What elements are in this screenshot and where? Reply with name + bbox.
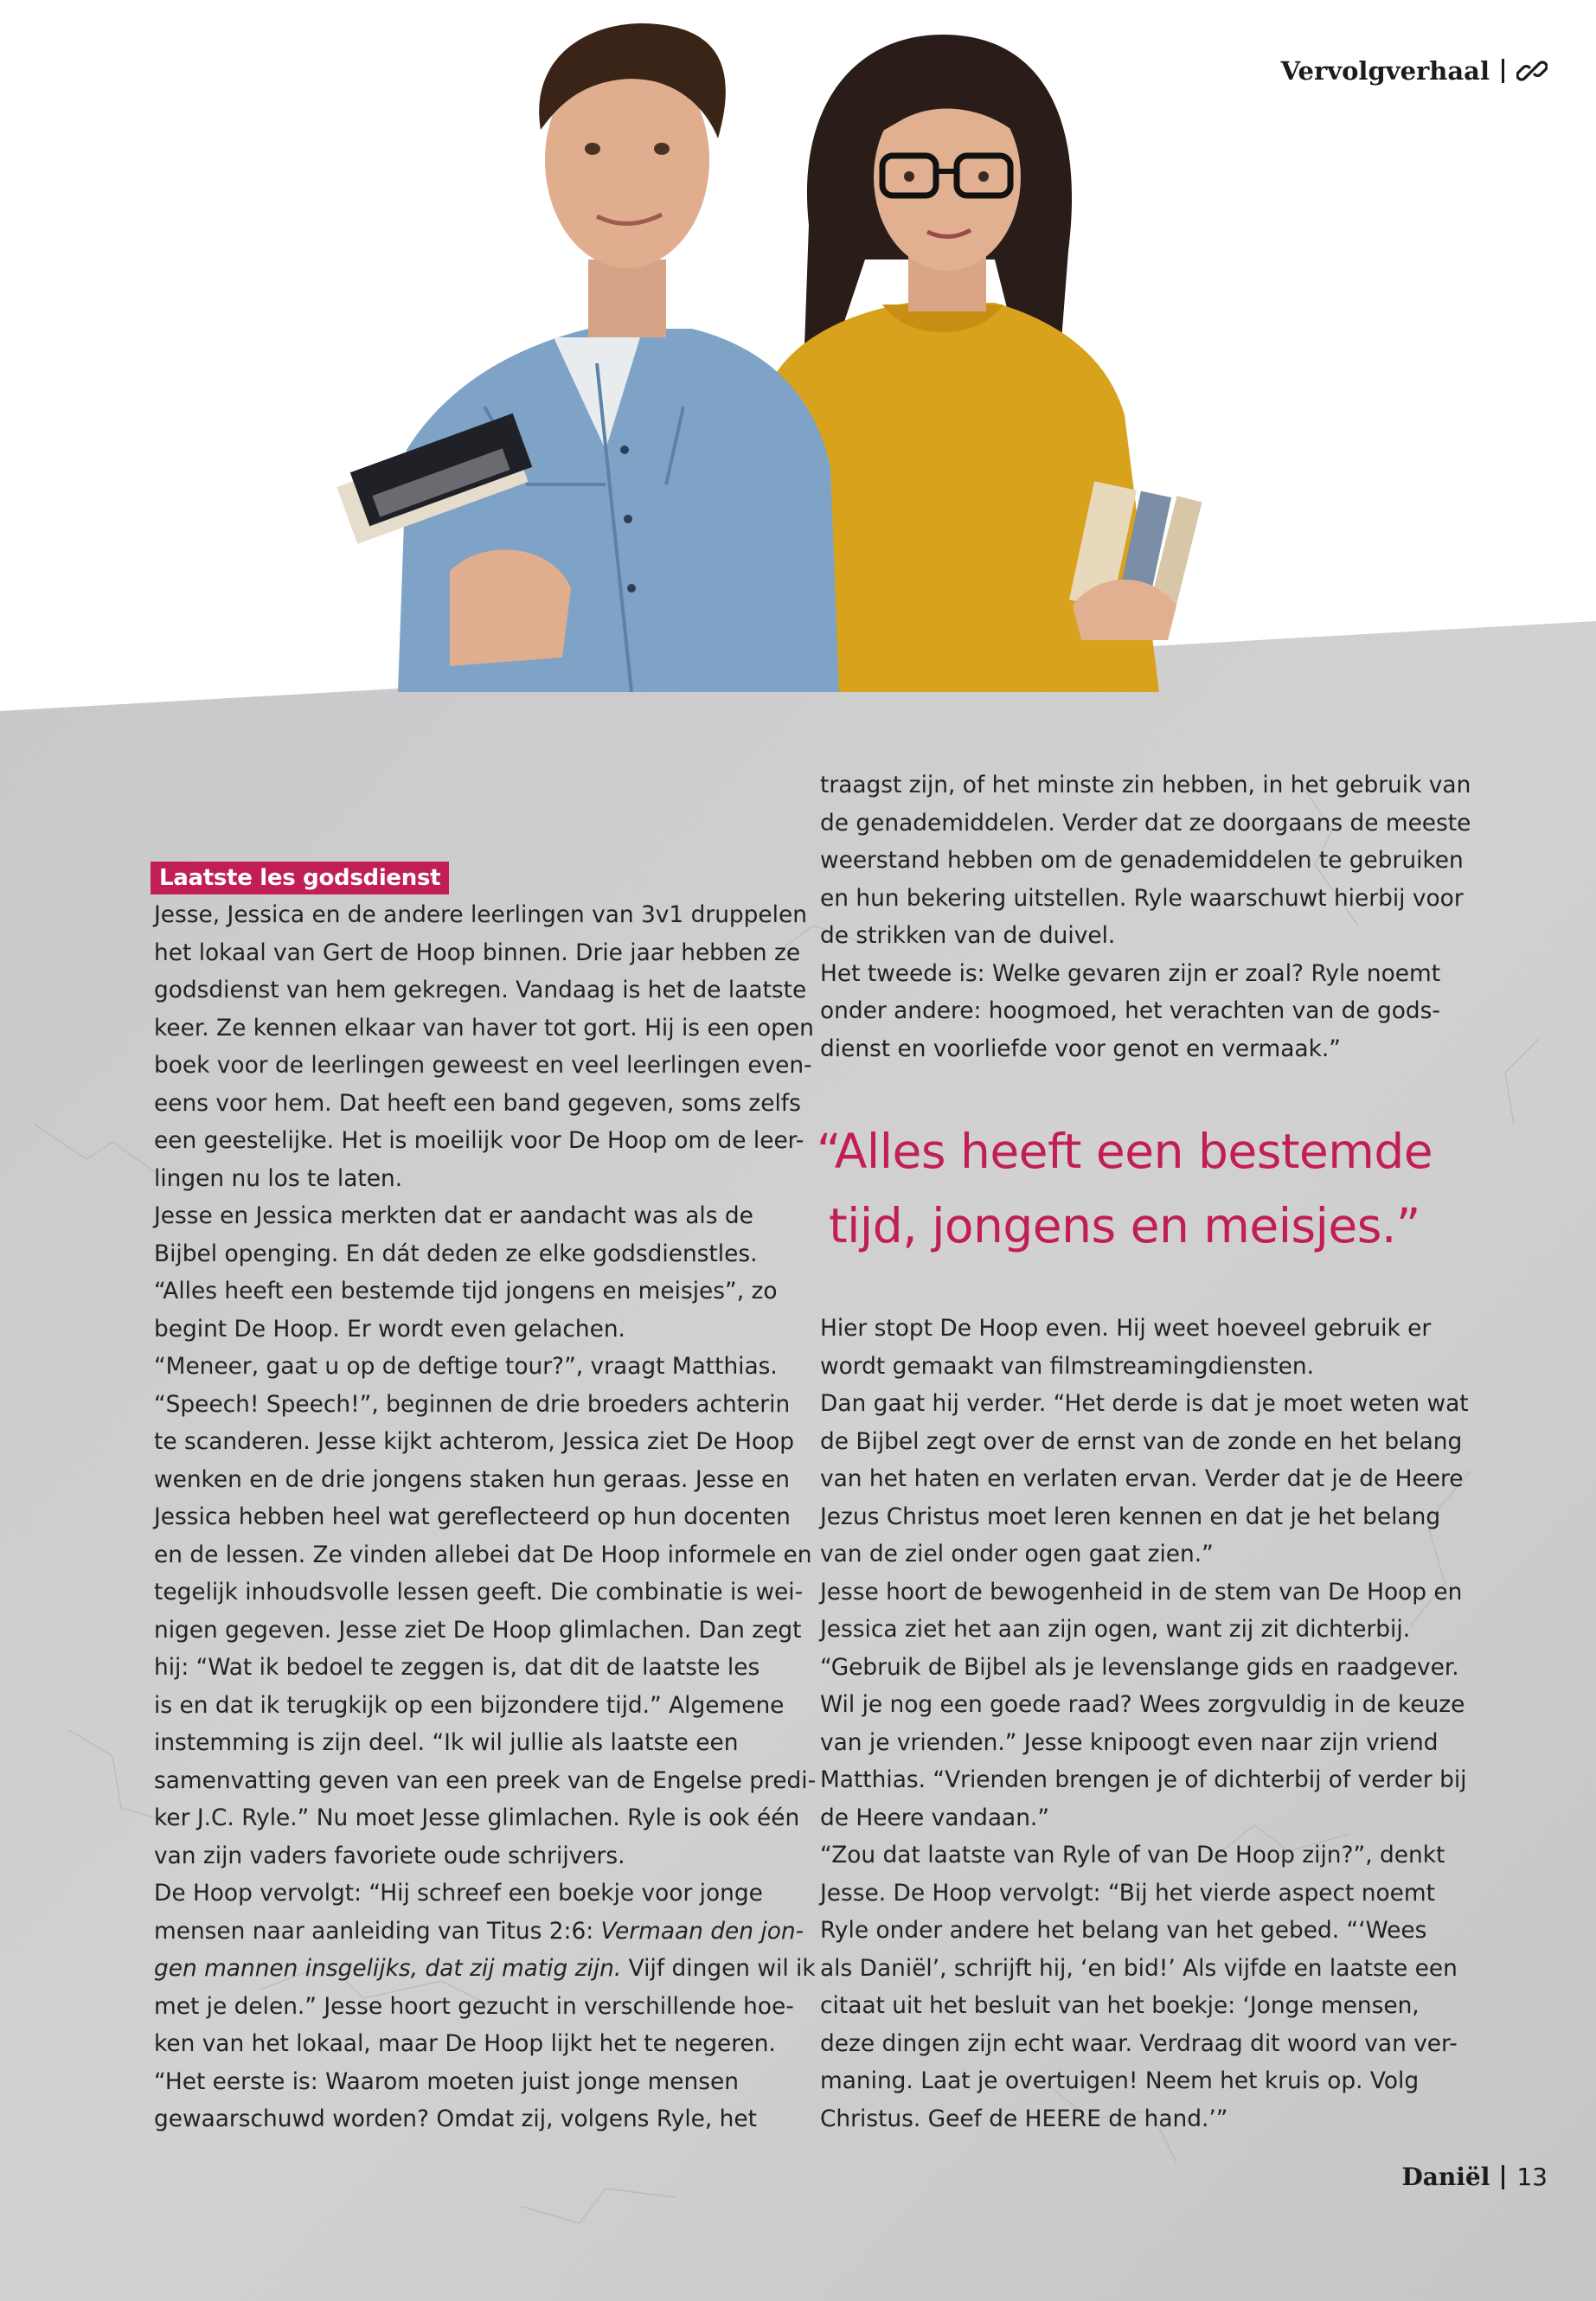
text-line: en hun bekering uitstellen. Ryle waarschuwt hierbij voor [820, 884, 1464, 912]
text-line: nigen gegeven. Jesse ziet De Hoop glimlachen. Dan zegt [154, 1616, 802, 1644]
text-line: maning. Laat je overtuigen! Neem het kruis op. Volg [820, 2067, 1420, 2094]
text-line: een geestelijke. Het is moeilijk voor De Hoop om de leer- [154, 1127, 804, 1154]
text-line: Jesse. De Hoop vervolgt: “Bij het vierde aspect noemt [820, 1879, 1435, 1907]
text-line: is en dat ik terugkijk op een bijzondere tijd.” Algemene [154, 1691, 785, 1719]
folio [1401, 2163, 1548, 2191]
header-divider [1502, 59, 1504, 83]
folio-divider [1502, 2165, 1504, 2189]
text-line: “Het eerste is: Waarom moeten juist jonge mensen [154, 2067, 739, 2095]
text-line: dienst en voorliefde voor genot en vermaak.” [820, 1035, 1341, 1062]
text-line: Dan gaat hij verder. “Het derde is dat je moet weten wat [820, 1390, 1469, 1417]
text-line: tegelijk inhoudsvolle lessen geeft. Die combinatie is wei- [154, 1579, 804, 1606]
text-line: Jessica ziet het aan zijn ogen, want zij zit dichterbij. [820, 1616, 1411, 1643]
text-line: de strikken van de duivel. [820, 922, 1116, 949]
text-line: de Heere vandaan.” [820, 1804, 1049, 1831]
text-line: wordt gemaakt van filmstreamingdiensten. [820, 1352, 1315, 1380]
text-line: eens voor hem. Dat heeft een band gegeven, soms zelfs [154, 1089, 801, 1117]
text-line: Het tweede is: Welke gevaren zijn er zoal? Ryle noemt [820, 959, 1441, 987]
magazine-name: Daniël [1401, 2163, 1490, 2191]
text-line: “Meneer, gaat u op de deftige tour?”, vraagt Matthias. [154, 1353, 778, 1380]
text-line: De Hoop vervolgt: “Hij schreef een boekje voor jonge [154, 1880, 763, 1907]
text-line: Jessica hebben heel wat gereflecteerd op hun docenten [154, 1503, 791, 1530]
kicker-wrap [151, 862, 449, 894]
text-line: “Speech! Speech!”, beginnen de drie broeders achterin [154, 1390, 791, 1418]
right-column-bottom [820, 1310, 1469, 2138]
text-line: “Alles heeft een bestemde tijd jongens en meisjes”, zo [154, 1278, 778, 1304]
left-column [154, 896, 817, 2138]
text-line: instemming is zijn deel. “Ik wil jullie als laatste een [154, 1729, 739, 1756]
titus-prefix: mensen naar aanleiding van Titus 2:6: [154, 1917, 601, 1945]
text-line-titus [154, 1913, 804, 1951]
pull-quote-line: tijd, jongens en meisjes.” [829, 1198, 1420, 1253]
text-line: Matthias. “Vrienden brengen je of dichterbij of verder bij [820, 1766, 1467, 1793]
text-line: “Gebruik de Bijbel als je levenslange gids en raadgever. [820, 1653, 1459, 1681]
text-line: traagst zijn, of het minste zin hebben, in het gebruik van [820, 772, 1471, 798]
text-line: keer. Ze kennen elkaar van haver tot gort. Hij is een open [154, 1014, 814, 1042]
text-line: gewaarschuwd worden? Omdat zij, volgens Ryle, het [154, 2106, 757, 2132]
right-column-top [820, 766, 1471, 1067]
text-line: hij: “Wat ik bedoel te zeggen is, dat dit de laatste les [154, 1654, 760, 1681]
running-head [1281, 55, 1548, 87]
text-line: van de ziel onder ogen gaat zien.” [820, 1541, 1214, 1567]
text-line: Hier stopt De Hoop even. Hij weet hoeveel gebruik er [820, 1315, 1432, 1342]
text-line: Christus. Geef de HEERE de hand.’” [820, 2105, 1228, 2132]
text-line: de Bijbel zegt over de ernst van de zonde en het belang [820, 1427, 1463, 1455]
pull-quote [813, 1114, 1436, 1263]
text-line: Bijbel openging. En dát deden ze elke godsdienstles. [154, 1240, 758, 1267]
link-icon [1516, 55, 1548, 87]
text-line: godsdienst van hem gekregen. Vandaag is het de laatste [154, 977, 807, 1003]
text-line: Jesse, Jessica en de andere leerlingen van 3v1 druppelen [154, 901, 807, 928]
text-line: begint De Hoop. Er wordt even gelachen. [154, 1315, 625, 1343]
pull-quote-line: “Alles heeft een bestemde [816, 1124, 1433, 1179]
text-line: Ryle onder andere het belang van het gebed. “‘Wees [820, 1917, 1427, 1944]
text-line: lingen nu los te laten. [154, 1164, 403, 1192]
text-line: en de lessen. Ze vinden allebei dat De Hoop informele en [154, 1541, 812, 1568]
text-line: samenvatting geven van een preek van de Engelse predi- [154, 1766, 817, 1794]
text-line: weerstand hebben om de genademiddelen te gebruiken [820, 847, 1464, 874]
page-number: 13 [1516, 2163, 1548, 2191]
text-line: ker J.C. Ryle.” Nu moet Jesse glimlachen. Ryle is ook één [154, 1804, 800, 1831]
titus-quote-2: gen mannen insgelijks, dat zij matig zijn. [154, 1955, 622, 1982]
section-label: Vervolgverhaal [1280, 56, 1490, 86]
titus-suffix: Vijf dingen wil ik [621, 1955, 816, 1982]
text-line: deze dingen zijn echt waar. Verdraag dit woord van ver- [820, 2029, 1458, 2057]
text-line: citaat uit het besluit van het boekje: ‘Jonge mensen, [820, 1992, 1420, 2019]
text-line-titus-2 [154, 1950, 816, 1988]
text-line: van het haten en verlaten ervan. Verder dat je de Heere [820, 1465, 1464, 1492]
kicker: Laatste les godsdienst [151, 862, 449, 894]
text-line: Jesse hoort de bewogenheid in de stem van De Hoop en [820, 1578, 1463, 1606]
text-line: als Daniël’, schrijft hij, ‘en bid!’ Als vijfde en laatste een [820, 1954, 1458, 1982]
text-line: met je delen.” Jesse hoort gezucht in verschillende hoe- [154, 1992, 794, 2020]
text-line: Jesse en Jessica merkten dat er aandacht was als de [154, 1202, 753, 1229]
text-line: wenken en de drie jongens staken hun geraas. Jesse en [154, 1465, 790, 1493]
text-line: de genademiddelen. Verder dat ze doorgaans de meeste [820, 809, 1471, 836]
text-line: Wil je nog een goede raad? Wees zorgvuldig in de keuze [820, 1691, 1465, 1718]
text-line: van zijn vaders favoriete oude schrijvers. [154, 1842, 625, 1869]
titus-quote: Vermaan den jon- [600, 1917, 804, 1945]
students-photo [0, 0, 1596, 709]
text-line: onder andere: hoogmoed, het verachten van de gods- [820, 997, 1440, 1024]
text-line: boek voor de leerlingen geweest en veel leerlingen even- [154, 1052, 812, 1079]
text-line: het lokaal van Gert de Hoop binnen. Drie jaar hebben ze [154, 939, 801, 966]
text-line: van je vrienden.” Jesse knipoogt even naar zijn vriend [820, 1728, 1439, 1756]
text-line: te scanderen. Jesse kijkt achterom, Jessica ziet De Hoop [154, 1428, 795, 1455]
text-line: ken van het lokaal, maar De Hoop lijkt het te negeren. [154, 2030, 776, 2057]
text-line: “Zou dat laatste van Ryle of van De Hoop zijn?”, denkt [820, 1842, 1445, 1868]
text-line: Jezus Christus moet leren kennen en dat je het belang [820, 1503, 1441, 1530]
